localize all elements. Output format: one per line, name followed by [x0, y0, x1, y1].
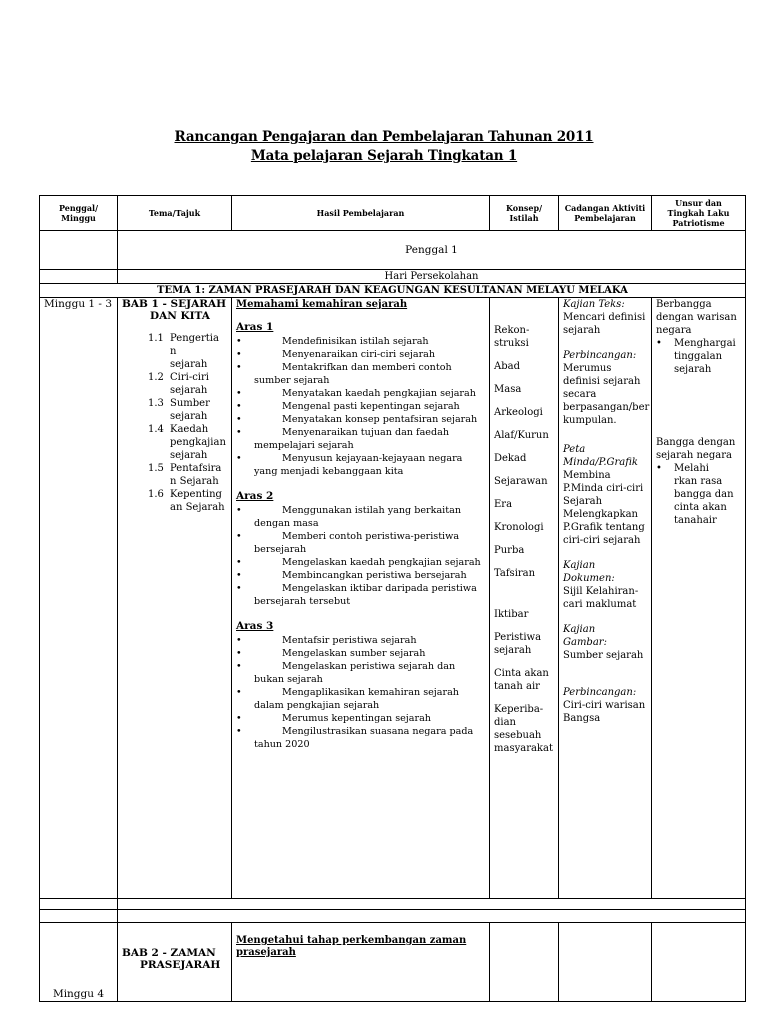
hasil-bullet-text: Menggunakan istilah yang berkaitan dengan masa [254, 505, 462, 529]
hasil-bullet-item [236, 426, 485, 452]
hasil-bullet-text: Mengelaskan kaedah pengkajian sejarah [282, 557, 481, 568]
hasil-bullet-text: Mentakrifkan dan memberi contoh sumber sejarah [254, 362, 452, 386]
week4-bab-title [122, 947, 227, 971]
konsep-item: Iktibar [494, 609, 529, 620]
bullet-icon: • [236, 336, 242, 347]
hasil-bullet-text: Menyatakan konsep pentafsiran sejarah [282, 414, 478, 425]
konsep-item: Cinta akan tanah air [494, 668, 549, 692]
konsep-item: Kronologi [494, 522, 544, 533]
konsep-item: Purba [494, 545, 525, 556]
header-aktiviti: Cadangan Aktiviti Pembelajaran [559, 196, 652, 231]
konsep-item: Peristiwa sejarah [494, 632, 542, 656]
bullet-icon: • [236, 531, 242, 542]
hasil-bullet-item [236, 556, 485, 569]
tema-label: TEMA 1: ZAMAN PRASEJARAH DAN KEAGUNGAN KESULTANAN MELAYU MELAKA [40, 284, 746, 298]
header-konsep: Konsep/ Istilah [490, 196, 559, 231]
bullet-icon: • [656, 463, 662, 474]
aktiviti-body: Merumus definisi sejarah secara berpasangan/ber kumpulan. [563, 363, 650, 426]
subtopic-text: Kepenting an Sejarah [170, 489, 225, 513]
aktiviti-body: Sijil Kelahiran- cari maklumat [563, 586, 639, 610]
bullet-icon: • [236, 648, 242, 659]
konsep-item: Masa [494, 384, 522, 395]
subtopic-text: Sumber sejarah [170, 398, 210, 422]
bullet-icon: • [236, 427, 242, 438]
aras-heading: Aras 2 [236, 490, 274, 502]
week1-subtopics [122, 332, 227, 514]
subtopic-number: 1.4 [148, 424, 164, 435]
patriotisme-bullet-text: Menghargai tinggalan sejarah [674, 338, 736, 375]
patriotisme-text-2: Bangga dengan sejarah negara [656, 437, 736, 461]
subtopic-number: 1.5 [148, 463, 164, 474]
week4-bab-line1: BAB 2 - ZAMAN [122, 947, 216, 959]
penggal-label: Penggal 1 [118, 231, 746, 270]
aktiviti-body: Sumber sejarah [563, 650, 644, 661]
hasil-bullet-item [236, 569, 485, 582]
hasil-bullet-item [236, 712, 485, 725]
konsep-item: Sejarawan [494, 476, 548, 487]
konsep-item: Alaf/Kurun [494, 430, 549, 441]
bullet-icon: • [236, 557, 242, 568]
penggal-blank [40, 231, 118, 270]
aktiviti-heading: Perbincangan: [563, 687, 637, 698]
hasil-bullet-item [236, 582, 485, 608]
aktiviti-heading: Peta Minda/P.Grafik [563, 444, 638, 468]
aktiviti-heading: Kajian Teks: [563, 299, 625, 310]
document-title: Rancangan Pengajaran dan Pembelajaran Tahunan 2011 [174, 129, 594, 145]
week1-tajuk-cell [118, 298, 232, 899]
hasil-bullet-item [236, 634, 485, 647]
lesson-plan-table [39, 195, 746, 1002]
hasil-bullet-item [236, 725, 485, 751]
subtopic-text: Kaedah pengkajian sejarah [170, 424, 226, 461]
bullet-icon: • [236, 687, 242, 698]
week1-konsep-cell [490, 298, 559, 899]
hasil-bullet-text: Mengilustrasikan suasana negara pada tahun 2020 [254, 726, 474, 750]
bullet-icon: • [236, 349, 242, 360]
hasil-bullet-item [236, 387, 485, 400]
konsep-list [494, 324, 554, 755]
subtopic-text: Pengertia n sejarah [170, 333, 219, 370]
bullet-icon: • [236, 635, 242, 646]
hasil-bullet-item [236, 348, 485, 361]
hasil-bullet-text: Merumus kepentingan sejarah [282, 713, 431, 724]
header-patriotisme: Unsur dan Tingkah Laku Patriotisme [652, 196, 746, 231]
konsep-item: Dekad [494, 453, 527, 464]
week4-minggu-cell [40, 923, 118, 1002]
patriotisme-bullet-text: Melahi rkan rasa bangga dan cinta akan tanahair [674, 463, 734, 526]
subtopic-item [148, 488, 227, 514]
konsep-item: Abad [494, 361, 520, 372]
header-penggal: Penggal/ Minggu [40, 196, 118, 231]
week1-hasil-title: Memahami kemahiran sejarah [236, 299, 408, 310]
aktiviti-list [563, 298, 650, 725]
subtopic-item [148, 397, 227, 423]
bullet-icon: • [236, 362, 242, 373]
bullet-icon: • [236, 401, 242, 412]
blank-row [40, 899, 746, 910]
hasil-bullet-text: Membincangkan peristiwa bersejarah [282, 570, 467, 581]
header-tema: Tema/Tajuk [118, 196, 232, 231]
week4-hasil-cell [232, 923, 490, 1002]
hasil-bullet-item [236, 530, 485, 556]
week1-bab-title [122, 298, 227, 322]
aras-heading: Aras 1 [236, 321, 274, 333]
konsep-item: Tafsiran [494, 568, 536, 579]
hasil-bullet-item [236, 413, 485, 426]
subtopic-number: 1.2 [148, 372, 164, 383]
aras-heading: Aras 3 [236, 620, 274, 632]
hasil-bullet-item [236, 660, 485, 686]
subtopic-item [148, 462, 227, 488]
hasil-bullet-text: Menyenaraikan tujuan dan faedah mempelajari sejarah [254, 427, 450, 451]
hasil-bullet-item [236, 647, 485, 660]
hasil-bullet-text: Mendefinisikan istilah sejarah [282, 336, 429, 347]
bullet-icon: • [656, 338, 662, 349]
bullet-icon: • [236, 726, 242, 737]
week1-patriotisme-cell [652, 298, 746, 899]
hasil-bullet-text: Mengaplikasikan kemahiran sejarah dalam pengkajian sejarah [254, 687, 459, 711]
konsep-item: Arkeologi [494, 407, 543, 418]
hasil-bullet-text: Mengelaskan sumber sejarah [282, 648, 426, 659]
hasil-bullet-text: Menyusun kejayaan-kejayaan negara yang menjadi kebanggaan kita [254, 453, 463, 477]
week1-minggu: Minggu 1 - 3 [44, 298, 112, 310]
bullet-icon: • [236, 661, 242, 672]
konsep-item: Keperiba- dian sesebuah masyarakat [494, 704, 553, 754]
aktiviti-heading: Perbincangan: [563, 350, 637, 361]
aktiviti-heading: Kajian Dokumen: [563, 560, 615, 584]
hasil-bullet-item [236, 452, 485, 478]
week1-minggu-cell [40, 298, 118, 899]
hasil-bullet-text: Mentafsir peristiwa sejarah [282, 635, 417, 646]
hasil-bullet-text: Menyatakan kaedah pengkajian sejarah [282, 388, 476, 399]
aras-list [236, 321, 485, 751]
header-hasil: Hasil Pembelajaran [232, 196, 490, 231]
patriotisme-bullet-1 [656, 337, 741, 376]
week1-bab-line1: BAB 1 - SEJARAH [122, 298, 227, 310]
week4-minggu: Minggu 4 [52, 988, 105, 1000]
patriotisme-text-1: Berbangga dengan warisan negara [656, 299, 737, 336]
week4-tajuk-cell [118, 923, 232, 1002]
subtopic-item [148, 371, 227, 397]
hasil-bullet-text: Memberi contoh peristiwa-peristiwa bersejarah [254, 531, 460, 555]
document-subtitle: Mata pelajaran Sejarah Tingkatan 1 [250, 148, 518, 164]
subtopic-text: Ciri-ciri sejarah [170, 372, 209, 396]
subtopic-item [148, 423, 227, 462]
hasil-bullet-item [236, 361, 485, 387]
bullet-icon: • [236, 414, 242, 425]
konsep-item: Era [494, 499, 513, 510]
hari-blank [40, 270, 118, 284]
subtopic-number: 1.6 [148, 489, 164, 500]
aktiviti-body: Ciri-ciri warisan Bangsa [563, 700, 646, 724]
bullet-icon: • [236, 570, 242, 581]
aktiviti-body: Membina P.Minda ciri-ciri Sejarah Melengkapkan P.Grafik tentang ciri-ciri sejarah [563, 470, 645, 546]
hasil-bullet-item [236, 686, 485, 712]
aktiviti-heading: Kajian Gambar: [563, 624, 607, 648]
hasil-bullet-text: Mengelaskan peristiwa sejarah dan bukan sejarah [254, 661, 456, 685]
bullet-icon: • [236, 388, 242, 399]
bullet-icon: • [236, 505, 242, 516]
hasil-bullet-text: Mengenal pasti kepentingan sejarah [282, 401, 460, 412]
aktiviti-body: Mencari definisi sejarah [563, 312, 646, 336]
subtopic-number: 1.3 [148, 398, 164, 409]
week4-row [40, 923, 746, 1002]
patriotisme-bullet-2 [656, 462, 741, 527]
week4-bab-line2: PRASEJARAH [140, 959, 221, 971]
bullet-icon: • [236, 713, 242, 724]
blank-row [40, 910, 746, 923]
bullet-icon: • [236, 453, 242, 464]
tema-row [40, 284, 746, 298]
hasil-bullet-text: Menyenaraikan ciri-ciri sejarah [282, 349, 436, 360]
hasil-bullet-text: Mengelaskan iktibar daripada peristiwa bersejarah tersebut [254, 583, 477, 607]
week1-bab-line2: DAN KITA [150, 310, 210, 322]
hari-label: Hari Persekolahan [118, 270, 746, 284]
konsep-item: Rekon- struksi [494, 325, 530, 349]
week1-aktiviti-cell [559, 298, 652, 899]
week1-hasil-cell [232, 298, 490, 899]
hari-row [40, 270, 746, 284]
hasil-bullet-item [236, 400, 485, 413]
header-row [40, 196, 746, 231]
hasil-bullet-item [236, 335, 485, 348]
penggal-row [40, 231, 746, 270]
week1-row [40, 298, 746, 899]
subtopic-text: Pentafsira n Sejarah [170, 463, 222, 487]
subtopic-number: 1.1 [148, 333, 164, 344]
subtopic-item [148, 332, 227, 371]
hasil-bullet-item [236, 504, 485, 530]
week4-hasil-title: Mengetahui tahap perkembangan zaman prasejarah [236, 935, 467, 958]
bullet-icon: • [236, 583, 242, 594]
